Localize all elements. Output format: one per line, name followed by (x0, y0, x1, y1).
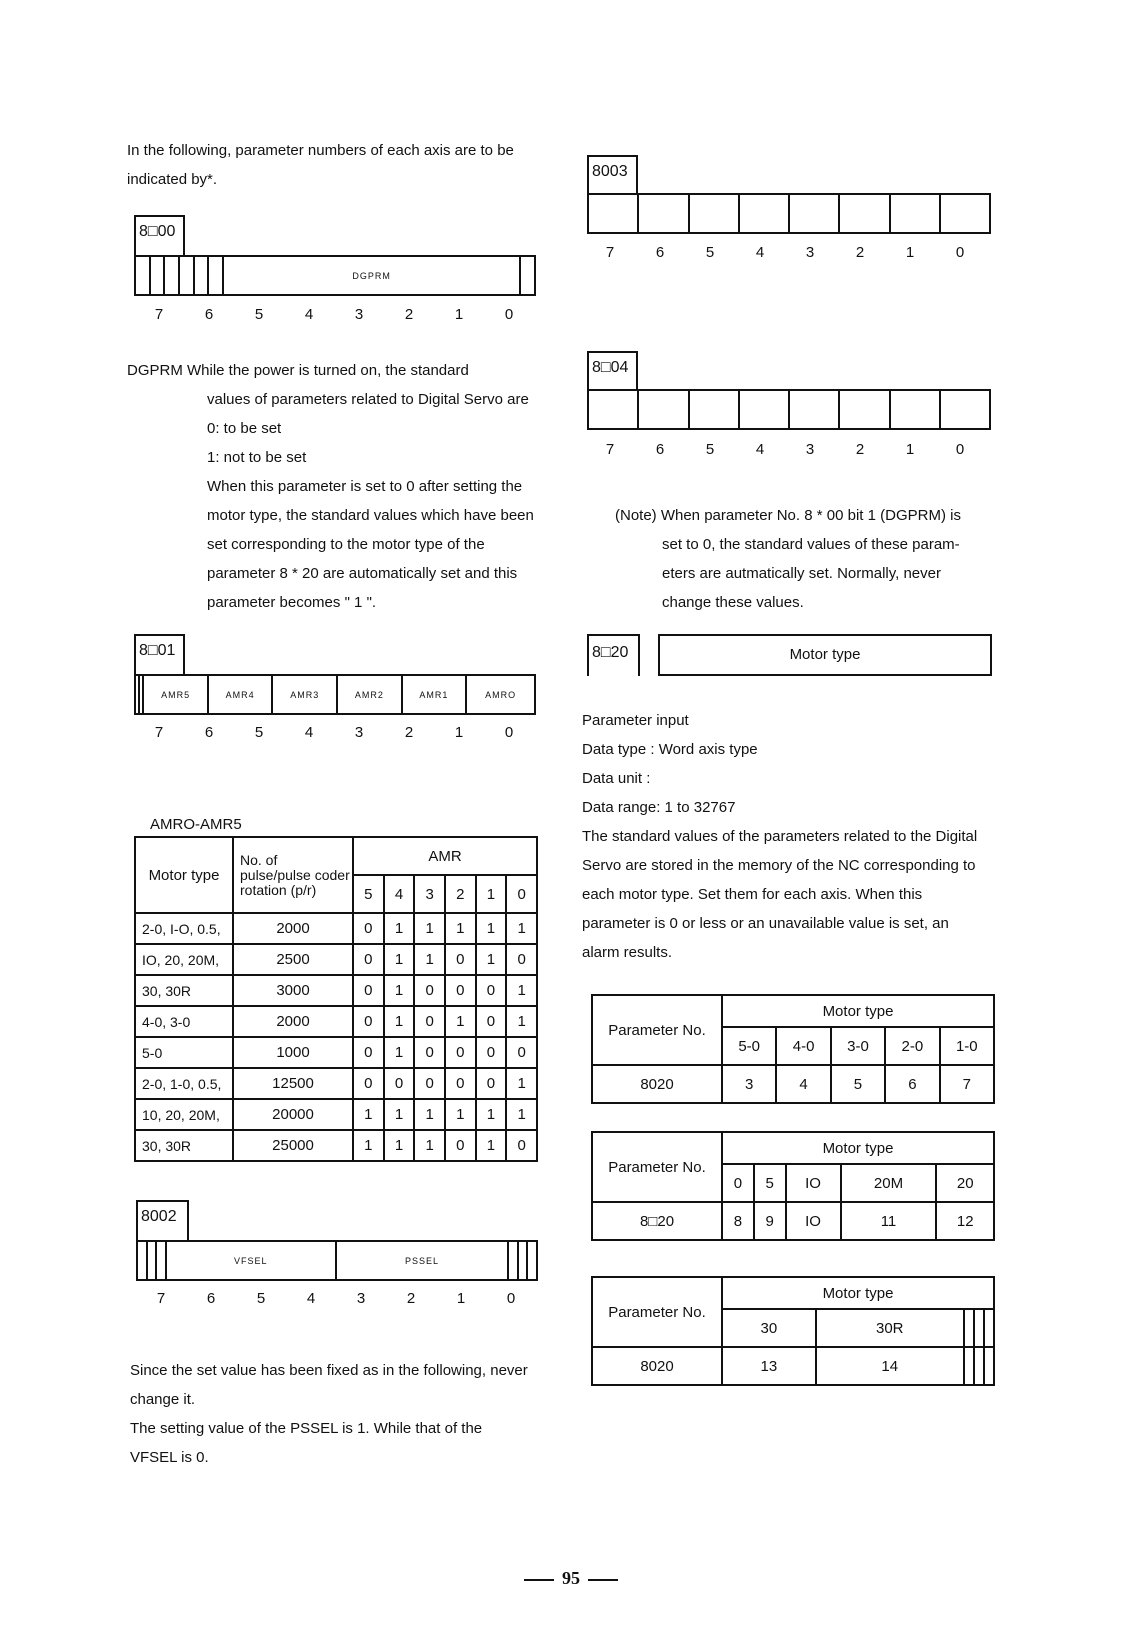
motor-type-cell: 0 (722, 1164, 754, 1202)
amr-bit: 1 (445, 1006, 476, 1037)
bit-number: 4 (306, 1290, 316, 1307)
bit-6 (150, 256, 165, 295)
amr-bit: 1 (384, 913, 415, 944)
amr-bit: 0 (476, 975, 507, 1006)
bit-7 (135, 256, 150, 295)
bit-7 (588, 194, 638, 233)
param-no-value: 8□20 (592, 1202, 722, 1240)
amr-bit: 0 (476, 1068, 507, 1099)
amr-motor: 2-0, I-O, 0.5, (135, 913, 233, 944)
bit-5 (689, 194, 739, 233)
amr-bit: 0 (414, 1006, 445, 1037)
param-info-line-6: Servo are stored in the memory of the NC corresponding to (582, 857, 976, 874)
param-8x00-bit-numbers (134, 306, 536, 326)
motor-type-cell: 3-0 (831, 1027, 885, 1065)
bit-5 (689, 390, 739, 429)
bit-number: 5 (254, 306, 264, 323)
amr-header-amr: AMR (353, 837, 537, 875)
amr-bit: 1 (353, 1130, 384, 1161)
bit-0 (940, 194, 990, 233)
amr-bit: 0 (414, 1037, 445, 1068)
amr-pulses: 25000 (233, 1130, 353, 1161)
note-line-2: set to 0, the standard values of these param- (662, 536, 960, 553)
amr-motor: 4-0, 3-0 (135, 1006, 233, 1037)
motor-value-cell: 4 (776, 1065, 830, 1103)
motor-value-cell: 6 (885, 1065, 939, 1103)
bit-number: 6 (206, 1290, 216, 1307)
bit-5 (156, 1241, 166, 1280)
bit-number: 3 (805, 244, 815, 261)
amr-bit: 1 (384, 975, 415, 1006)
param-8002-bits (136, 1240, 538, 1281)
param-info-line-1: Parameter input (582, 712, 689, 729)
amr-bit-col: 2 (445, 875, 476, 913)
bit-number: 5 (705, 441, 715, 458)
motor-type-cell (984, 1309, 994, 1347)
dgprm-line-6: motor type, the standard values which have been (207, 507, 534, 524)
motor-value-cell: 9 (754, 1202, 786, 1240)
amr-bit: 0 (476, 1006, 507, 1037)
amr-bit: 1 (506, 1006, 537, 1037)
motor-value-cell (964, 1347, 974, 1385)
bit-number: 5 (705, 244, 715, 261)
amr-bit: 1 (476, 1099, 507, 1130)
amr-bit-col: 0 (506, 875, 537, 913)
amr-table-caption: AMRO-AMR5 (150, 816, 242, 833)
amr-pulses: 2000 (233, 913, 353, 944)
bit-number: 2 (855, 441, 865, 458)
motor-type-cell: 2-0 (885, 1027, 939, 1065)
bit-number: 1 (456, 1290, 466, 1307)
motor-value-cell: 7 (940, 1065, 994, 1103)
motor-type-cell: 4-0 (776, 1027, 830, 1065)
amr-bit-col: 5 (353, 875, 384, 913)
note-line-3: eters are autmatically set. Normally, never (662, 565, 941, 582)
table-row (135, 1037, 537, 1068)
motor-type-header: Motor type (722, 1132, 994, 1164)
bit-0 (527, 1241, 537, 1280)
amr-bit: 1 (414, 913, 445, 944)
page-number-value: 95 (562, 1568, 580, 1588)
bit-number: 0 (504, 724, 514, 741)
motor-type-cell: 30R (816, 1309, 964, 1347)
dgprm-line-8: parameter 8 * 20 are automatically set and this (207, 565, 518, 582)
motor-value-cell (984, 1347, 994, 1385)
param-8x04-label: 8□04 (587, 351, 638, 391)
bit-6 (638, 390, 688, 429)
amr-bit: 0 (414, 975, 445, 1006)
bit-3: AMR3 (272, 675, 337, 714)
param-8002-label: 8002 (136, 1200, 189, 1242)
bit-5 (164, 256, 179, 295)
amr-header-motor: Motor type (135, 837, 233, 913)
dash-left (524, 1579, 554, 1581)
motor-value-cell: 14 (816, 1347, 964, 1385)
dgprm-line-4: 1: not to be set (207, 449, 307, 466)
amr-bit: 0 (353, 1068, 384, 1099)
intro-line-1: In the following, parameter numbers of each axis are to be (127, 142, 514, 159)
bit-number: 7 (156, 1290, 166, 1307)
param-8003-bits (587, 193, 991, 234)
param-info-line-8: parameter is 0 or less or an unavailable value is set, an (582, 915, 949, 932)
amr-bit: 0 (353, 1037, 384, 1068)
motor-value-cell: 11 (841, 1202, 937, 1240)
amr-motor: 30, 30R (135, 1130, 233, 1161)
amr-bit: 0 (384, 1068, 415, 1099)
param-8003-label: 8003 (587, 155, 638, 195)
bit-1 (890, 390, 940, 429)
amr-pulses: 1000 (233, 1037, 353, 1068)
bit-number: 6 (655, 244, 665, 261)
motor-value-cell: 3 (722, 1065, 776, 1103)
amr-bit: 0 (414, 1068, 445, 1099)
bit-number: 4 (755, 441, 765, 458)
param-info-line-9: alarm results. (582, 944, 673, 961)
table-row (592, 1065, 994, 1103)
motor-type-header: Motor type (722, 1277, 994, 1309)
motor-value-cell: IO (786, 1202, 841, 1240)
bit-5: AMR5 (143, 675, 208, 714)
amr-motor: IO, 20, 20M, (135, 944, 233, 975)
amr-motor: 30, 30R (135, 975, 233, 1006)
amr-pulses: 2500 (233, 944, 353, 975)
amr-bit: 0 (445, 1037, 476, 1068)
param-info-line-3: Data unit : (582, 770, 651, 787)
bit-6 (638, 194, 688, 233)
bit-number: 1 (454, 306, 464, 323)
amr-bit: 1 (384, 944, 415, 975)
param-no-header: Parameter No. (592, 1277, 722, 1347)
amr-bit: 0 (506, 1037, 537, 1068)
bit-number: 2 (404, 724, 414, 741)
amr-bit: 0 (353, 1006, 384, 1037)
motor-type-table-3 (591, 1276, 995, 1386)
param-8x04-bit-numbers (587, 441, 991, 461)
amr-bit: 0 (476, 1037, 507, 1068)
bit-number: 6 (204, 724, 214, 741)
table-row (135, 913, 537, 944)
amr-bit-col: 1 (476, 875, 507, 913)
amr-bit: 0 (506, 1130, 537, 1161)
fixed-line-3: The setting value of the PSSEL is 1. While that of the (130, 1420, 483, 1437)
table-row (592, 1202, 994, 1240)
bit-number: 3 (354, 724, 364, 741)
bit-number: 2 (855, 244, 865, 261)
amr-bit: 1 (353, 1099, 384, 1130)
dgprm-line-7: set corresponding to the motor type of the (207, 536, 485, 553)
bit-1 (518, 1241, 528, 1280)
amr-bit: 0 (353, 944, 384, 975)
param-no-value: 8020 (592, 1347, 722, 1385)
dgprm-line-2: values of parameters related to Digital Servo are (207, 391, 529, 408)
bit-1: AMR1 (402, 675, 467, 714)
param-8x00-bits (134, 255, 536, 296)
bit-2 (839, 390, 889, 429)
param-8x20-label: 8□20 (587, 634, 640, 676)
motor-type-cell: 20 (936, 1164, 994, 1202)
amr-pulses: 20000 (233, 1099, 353, 1130)
dgprm-line-5: When this parameter is set to 0 after setting the (207, 478, 523, 495)
param-info-line-2: Data type : Word axis type (582, 741, 758, 758)
param-info-line-4: Data range: 1 to 32767 (582, 799, 736, 816)
table-row (135, 1068, 537, 1099)
motor-value-cell: 12 (936, 1202, 994, 1240)
bit-number: 4 (304, 724, 314, 741)
bit-number: 4 (755, 244, 765, 261)
bit-number: 0 (506, 1290, 516, 1307)
bit-4 (179, 256, 194, 295)
amr-bit: 1 (414, 944, 445, 975)
motor-type-table-1 (591, 994, 995, 1104)
bit-4: AMR4 (208, 675, 273, 714)
table-row (135, 1130, 537, 1161)
param-no-value: 8020 (592, 1065, 722, 1103)
amr-bit: 0 (506, 944, 537, 975)
amr-bit-col: 4 (384, 875, 415, 913)
motor-type-cell (964, 1309, 974, 1347)
bit-6 (147, 1241, 157, 1280)
bit-0 (520, 256, 535, 295)
motor-value-cell: 5 (831, 1065, 885, 1103)
bit-3: PSSEL (336, 1241, 509, 1280)
bit-3 (789, 390, 839, 429)
bit-number: 6 (655, 441, 665, 458)
bit-number: 2 (404, 306, 414, 323)
intro-line-2: indicated by*. (127, 171, 218, 188)
amr-bit: 1 (445, 1099, 476, 1130)
amr-bit: 0 (445, 1130, 476, 1161)
table-row (592, 1347, 994, 1385)
amr-bit: 0 (445, 1068, 476, 1099)
motor-type-cell: 20M (841, 1164, 937, 1202)
amr-bit: 1 (506, 913, 537, 944)
bit-number: 0 (504, 306, 514, 323)
param-8x20-title-box: Motor type (658, 634, 992, 676)
bit-7 (588, 390, 638, 429)
bit-0: AMRO (466, 675, 535, 714)
amr-bit: 1 (414, 1099, 445, 1130)
amr-bit: 1 (384, 1006, 415, 1037)
bit-number: 4 (304, 306, 314, 323)
fixed-line-2: change it. (130, 1391, 196, 1408)
bit-number: 1 (905, 244, 915, 261)
bit-number: 7 (154, 724, 164, 741)
amr-bit: 1 (384, 1037, 415, 1068)
note-line-1: (Note) When parameter No. 8 * 00 bit 1 (DGPRM) is (615, 507, 961, 524)
amr-pulses: 2000 (233, 1006, 353, 1037)
amr-bit: 1 (445, 913, 476, 944)
bit-4 (739, 390, 789, 429)
param-no-header: Parameter No. (592, 995, 722, 1065)
bit-2 (208, 256, 223, 295)
bit-number: 2 (406, 1290, 416, 1307)
table-row (135, 1099, 537, 1130)
dgprm-line-1: DGPRM While the power is turned on, the standard (127, 362, 469, 379)
amr-header-pulse: No. of pulse/pulse coder rotation (p/r) (233, 837, 353, 913)
amr-bit: 1 (414, 1130, 445, 1161)
amr-bit: 1 (476, 913, 507, 944)
table-row (135, 944, 537, 975)
bit-2: AMR2 (337, 675, 402, 714)
motor-type-cell: 1-0 (940, 1027, 994, 1065)
bit-number: 1 (905, 441, 915, 458)
table-row (135, 1006, 537, 1037)
dgprm-line-9: parameter becomes " 1 ". (207, 594, 377, 611)
bit-number: 3 (356, 1290, 366, 1307)
bit-number: 1 (454, 724, 464, 741)
amr-table (134, 836, 538, 1162)
motor-value-cell: 8 (722, 1202, 754, 1240)
dgprm-line-3: 0: to be set (207, 420, 282, 437)
bit-2 (508, 1241, 518, 1280)
motor-type-header: Motor type (722, 995, 994, 1027)
amr-pulses: 3000 (233, 975, 353, 1006)
amr-bit: 1 (384, 1099, 415, 1130)
param-8x04-bits (587, 389, 991, 430)
amr-bit: 1 (506, 1099, 537, 1130)
amr-bit: 1 (506, 975, 537, 1006)
amr-bit: 0 (353, 975, 384, 1006)
dash-right (588, 1579, 618, 1581)
bit-3 (789, 194, 839, 233)
fixed-line-1: Since the set value has been fixed as in the following, never (130, 1362, 528, 1379)
amr-pulses: 12500 (233, 1068, 353, 1099)
param-8x01-bits (134, 674, 536, 715)
bit-number: 5 (256, 1290, 266, 1307)
motor-value-cell: 13 (722, 1347, 816, 1385)
amr-motor: 5-0 (135, 1037, 233, 1068)
bit-number: 0 (955, 441, 965, 458)
param-no-header: Parameter No. (592, 1132, 722, 1202)
param-info-line-7: each motor type. Set them for each axis. When this (582, 886, 923, 903)
amr-motor: 10, 20, 20M, (135, 1099, 233, 1130)
fixed-line-4: VFSEL is 0. (130, 1449, 209, 1466)
bit-number: 6 (204, 306, 214, 323)
bit-number: 3 (805, 441, 815, 458)
table-row (135, 975, 537, 1006)
param-8002-bit-numbers (136, 1290, 538, 1310)
motor-type-cell: 5 (754, 1164, 786, 1202)
bit-number: 3 (354, 306, 364, 323)
amr-bit: 1 (506, 1068, 537, 1099)
param-8x00-label: 8□00 (134, 215, 185, 257)
bit-number: 7 (605, 441, 615, 458)
param-8x01-label: 8□01 (134, 634, 185, 676)
param-8x01-bit-numbers (134, 724, 536, 744)
amr-bit: 0 (353, 913, 384, 944)
note-line-4: change these values. (662, 594, 804, 611)
motor-type-table-2 (591, 1131, 995, 1241)
amr-bit: 1 (384, 1130, 415, 1161)
motor-type-cell: 30 (722, 1309, 816, 1347)
bit-1 (890, 194, 940, 233)
bit-4 (739, 194, 789, 233)
motor-type-cell: IO (786, 1164, 841, 1202)
motor-type-cell (974, 1309, 984, 1347)
amr-bit: 0 (445, 944, 476, 975)
bit-2 (839, 194, 889, 233)
motor-type-cell: 5-0 (722, 1027, 776, 1065)
bit-number: 0 (955, 244, 965, 261)
amr-bit-col: 3 (414, 875, 445, 913)
bit-4: VFSEL (166, 1241, 336, 1280)
bit-number: 7 (605, 244, 615, 261)
param-8003-bit-numbers (587, 244, 991, 264)
bit-0 (940, 390, 990, 429)
motor-value-cell (974, 1347, 984, 1385)
amr-bit: 0 (445, 975, 476, 1006)
bit-3 (194, 256, 209, 295)
page-number (0, 1568, 1142, 1589)
amr-bit: 1 (476, 944, 507, 975)
bit-7 (137, 1241, 147, 1280)
bit-number: 5 (254, 724, 264, 741)
param-info-line-5: The standard values of the parameters related to the Digital (582, 828, 978, 845)
amr-motor: 2-0, 1-0, 0.5, (135, 1068, 233, 1099)
amr-bit: 1 (476, 1130, 507, 1161)
bit-1: DGPRM (223, 256, 520, 295)
bit-number: 7 (154, 306, 164, 323)
